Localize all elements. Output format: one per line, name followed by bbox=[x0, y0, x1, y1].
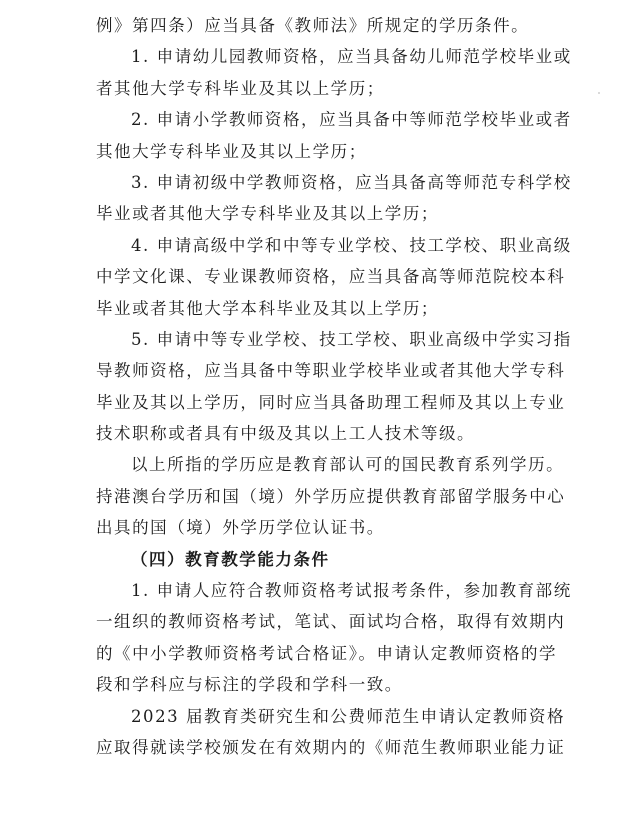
text-line: 其他大学专科毕业及其以上学历； bbox=[96, 141, 367, 161]
text-line: 毕业及其以上学历，同时应当具备助理工程师及其以上专业 bbox=[96, 392, 566, 412]
text-line: 一组织的教师资格考试，笔试、面试均合格，取得有效期内 bbox=[96, 612, 566, 632]
paragraph-item-5-start: 5. 申请中等专业学校、技工学校、职业高级中学实习指 bbox=[131, 329, 572, 349]
text-line: 者其他大学专科毕业及其以上学历； bbox=[96, 78, 385, 98]
paragraph-2023-start: 2023 届教育类研究生和公费师范生申请认定教师资格 bbox=[131, 706, 566, 726]
paragraph-item-4-start: 4. 申请高级中学和中等专业学校、技工学校、职业高级 bbox=[131, 235, 572, 255]
text-line: 出具的国（境）外学历学位认证书。 bbox=[96, 518, 385, 538]
paragraph-item-3-start: 3. 申请初级中学教师资格，应当具备高等师范专科学校 bbox=[131, 172, 572, 192]
text-line: 毕业或者其他大学专科毕业及其以上学历； bbox=[96, 204, 439, 224]
paragraph-item-1-start: 1. 申请幼儿园教师资格，应当具备幼儿师范学校毕业或 bbox=[131, 47, 572, 67]
paragraph-item-2-start: 2. 申请小学教师资格，应当具备中等师范学校毕业或者 bbox=[131, 110, 572, 130]
text-line: 毕业或者其他大学本科毕业及其以上学历； bbox=[96, 298, 439, 318]
text-line: 的《中小学教师资格考试合格证》。申请认定教师资格的学 bbox=[96, 643, 558, 663]
text-line: 导教师资格，应当具备中等职业学校毕业或者其他大学专科 bbox=[96, 361, 566, 381]
text-line: 例》第四条）应当具备《教师法》所规定的学历条件。 bbox=[96, 16, 530, 35]
scan-speck bbox=[598, 92, 600, 94]
document-body bbox=[96, 10, 572, 763]
text-line: 持港澳台学历和国（境）外学历应提供教育部留学服务中心 bbox=[96, 486, 566, 506]
text-line: 段和学科应与标注的学段和学科一致。 bbox=[96, 675, 403, 695]
section-heading: （四）教育教学能力条件 bbox=[131, 549, 330, 569]
text-line: 中学文化课、专业课教师资格，应当具备高等师范院校本科 bbox=[96, 267, 566, 287]
text-line: 技术职称或者具有中级及其以上工人技术等级。 bbox=[96, 424, 476, 444]
paragraph-note-start: 以上所指的学历应是教育部认可的国民教育系列学历。 bbox=[131, 455, 565, 475]
text-line: 应取得就读学校颁发在有效期内的《师范生教师职业能力证 bbox=[96, 737, 566, 757]
paragraph-ability-1-start: 1. 申请人应符合教师资格考试报考条件，参加教育部统 bbox=[131, 581, 572, 601]
